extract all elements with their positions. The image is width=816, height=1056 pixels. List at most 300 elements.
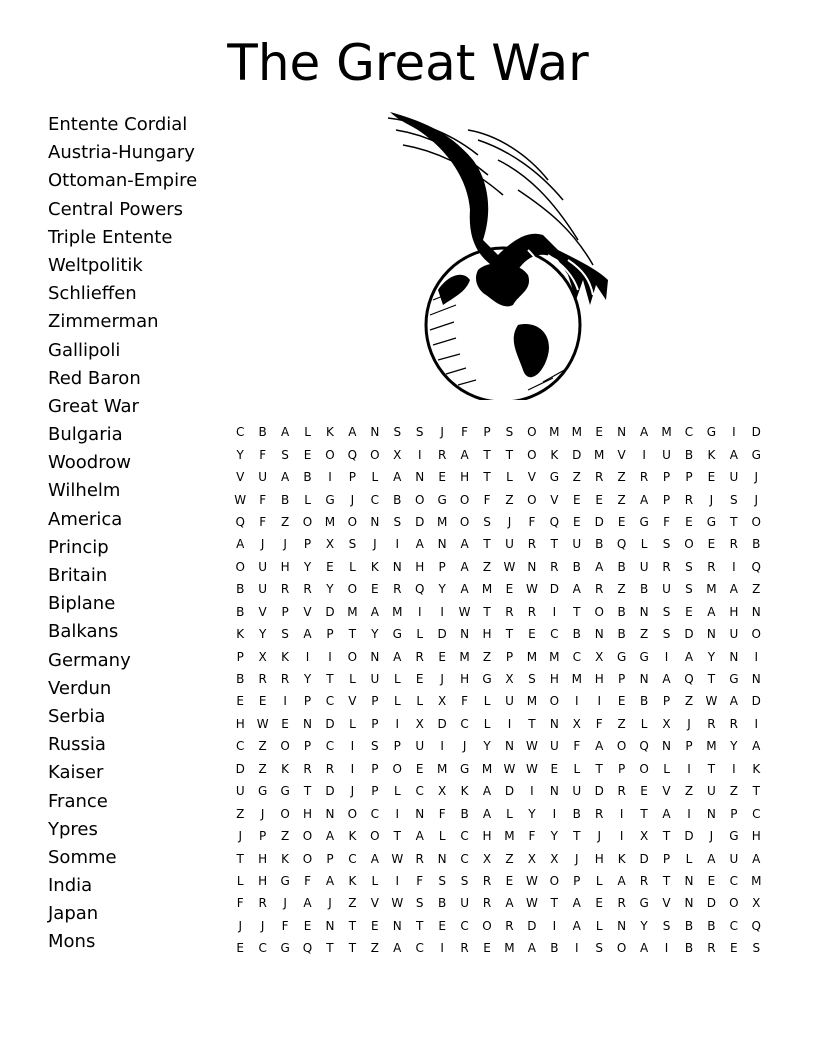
grid-letter: M [504, 941, 515, 956]
grid-letter: B [617, 604, 626, 619]
grid-letter: U [572, 784, 582, 799]
grid-letter: A [729, 694, 738, 709]
grid-letter: T [640, 806, 648, 821]
grid-letter: H [751, 829, 761, 844]
grid-letter: B [752, 537, 761, 552]
grid-letter: Z [482, 649, 492, 664]
grid-letter: K [281, 851, 290, 866]
grid-letter: K [370, 559, 379, 574]
grid-letter: W [705, 694, 718, 709]
grid-letter: T [528, 716, 536, 731]
grid-letter: L [304, 425, 311, 440]
grid-letter: R [527, 604, 537, 619]
grid-letter: C [236, 739, 245, 754]
grid-letter: V [236, 470, 245, 485]
word-list-item: Triple Entente [48, 226, 173, 248]
grid-letter: V [662, 784, 671, 799]
grid-letter: L [393, 694, 401, 709]
grid-letter: Z [236, 806, 245, 821]
grid-letter: P [483, 425, 491, 440]
grid-letter: X [438, 784, 447, 799]
grid-letter: T [348, 627, 357, 642]
grid-letter: C [370, 806, 380, 821]
grid-letter: I [732, 425, 736, 440]
grid-letter: E [371, 918, 379, 933]
grid-row [229, 556, 768, 578]
grid-letter: A [415, 537, 424, 552]
grid-letter: E [685, 604, 693, 619]
grid-letter: S [662, 627, 671, 642]
grid-letter: N [460, 627, 470, 642]
grid-letter: J [373, 537, 377, 552]
grid-letter: E [505, 582, 514, 597]
grid-letter: R [729, 716, 739, 731]
grid-letter: N [370, 425, 380, 440]
grid-letter: T [573, 829, 581, 844]
grid-letter: Q [639, 739, 649, 754]
grid-letter: G [706, 425, 717, 440]
grid-row [229, 780, 768, 802]
grid-letter: N [706, 627, 716, 642]
grid-letter: N [303, 716, 313, 731]
grid-letter: R [258, 672, 267, 687]
grid-letter: J [283, 896, 287, 911]
grid-letter: G [729, 829, 739, 844]
grid-letter: N [617, 918, 627, 933]
grid-letter: E [505, 873, 514, 888]
grid-letter: W [503, 761, 516, 776]
grid-letter: I [619, 829, 624, 844]
grid-letter: U [370, 672, 380, 687]
grid-letter: Q [751, 559, 761, 574]
grid-row [229, 802, 768, 824]
grid-letter: L [393, 784, 401, 799]
grid-letter: N [527, 559, 537, 574]
grid-letter: A [370, 851, 379, 866]
grid-letter: O [482, 918, 492, 933]
grid-letter: J [260, 537, 265, 552]
grid-letter: G [639, 649, 649, 664]
grid-letter: G [325, 492, 335, 507]
grid-row [229, 847, 768, 869]
grid-letter: E [595, 896, 604, 911]
grid-letter: O [616, 941, 627, 956]
word-list-item: Kaiser [48, 762, 104, 784]
grid-letter: C [348, 851, 357, 866]
grid-letter: Z [258, 761, 267, 776]
grid-letter: S [730, 492, 738, 507]
grid-letter: E [707, 873, 716, 888]
grid-letter: T [573, 604, 581, 619]
grid-letter: I [350, 739, 355, 754]
grid-letter: M [706, 739, 717, 754]
grid-letter: K [281, 649, 290, 664]
grid-letter: G [751, 447, 761, 462]
word-list-item: Ottoman-Empire [48, 170, 198, 192]
grid-letter: M [481, 582, 493, 597]
grid-letter: J [350, 784, 355, 799]
grid-letter: Y [438, 582, 446, 597]
grid-letter: X [550, 851, 559, 866]
word-list-item: Entente Cordial [48, 114, 188, 135]
grid-letter: P [685, 470, 693, 485]
grid-letter: I [732, 761, 736, 776]
grid-letter: B [684, 941, 694, 956]
grid-letter: T [483, 470, 491, 485]
grid-letter: N [370, 514, 380, 529]
grid-letter: U [729, 627, 739, 642]
word-list-item: India [48, 875, 93, 897]
grid-letter: I [417, 447, 422, 462]
word-search-grid [229, 421, 768, 960]
grid-letter: G [280, 873, 290, 888]
grid-letter: D [594, 784, 604, 799]
grid-letter: M [549, 649, 560, 664]
grid-letter: F [461, 425, 469, 440]
grid-letter: R [662, 559, 671, 574]
grid-letter: P [371, 784, 379, 799]
grid-letter: A [280, 470, 290, 485]
grid-letter: Z [639, 627, 649, 642]
grid-letter: J [260, 918, 265, 933]
grid-letter: Z [280, 829, 290, 844]
grid-letter: P [505, 649, 514, 664]
grid-letter: J [709, 829, 714, 844]
grid-letter: M [751, 873, 762, 888]
grid-letter: V [527, 470, 537, 485]
grid-letter: I [754, 649, 759, 664]
grid-letter: Z [258, 739, 267, 754]
grid-letter: E [572, 514, 581, 529]
grid-letter: M [549, 425, 560, 440]
grid-letter: A [729, 582, 738, 597]
grid-letter: B [639, 582, 649, 597]
grid-letter: C [572, 649, 581, 664]
grid-letter: D [415, 514, 425, 529]
grid-letter: B [684, 447, 694, 462]
grid-letter: C [415, 941, 424, 956]
grid-letter: E [281, 716, 289, 731]
grid-letter: N [549, 784, 559, 799]
grid-letter: P [348, 470, 357, 485]
grid-letter: H [235, 716, 245, 731]
grid-letter: V [258, 604, 267, 619]
grid-letter: F [281, 918, 289, 933]
grid-letter: P [662, 470, 671, 485]
grid-letter: A [707, 604, 716, 619]
grid-letter: S [528, 672, 536, 687]
grid-letter: N [617, 425, 627, 440]
grid-letter: I [395, 806, 400, 821]
grid-letter: A [460, 537, 469, 552]
grid-letter: D [684, 829, 694, 844]
grid-letter: L [483, 716, 491, 731]
grid-letter: T [550, 896, 559, 911]
grid-letter: F [259, 514, 267, 529]
grid-letter: F [259, 492, 267, 507]
grid-letter: S [281, 447, 289, 462]
grid-letter: D [325, 604, 335, 619]
word-list-item: Weltpolitik [48, 254, 143, 276]
grid-letter: B [684, 918, 694, 933]
grid-letter: A [617, 873, 626, 888]
grid-letter: G [280, 941, 290, 956]
grid-letter: L [438, 829, 446, 844]
grid-letter: T [326, 672, 334, 687]
grid-letter: B [707, 918, 716, 933]
grid-letter: A [572, 896, 581, 911]
grid-letter: R [707, 559, 716, 574]
grid-letter: H [415, 559, 425, 574]
grid-letter: T [662, 873, 671, 888]
grid-letter: N [594, 627, 604, 642]
grid-letter: T [348, 941, 357, 956]
grid-letter: T [550, 537, 559, 552]
grid-letter: E [640, 784, 648, 799]
grid-row [229, 533, 768, 555]
grid-letter: F [259, 447, 267, 462]
grid-letter: R [595, 470, 604, 485]
grid-letter: E [438, 470, 446, 485]
grid-letter: S [685, 559, 693, 574]
grid-letter: A [303, 627, 312, 642]
grid-letter: D [549, 582, 559, 597]
grid-letter: C [729, 918, 739, 933]
grid-letter: E [303, 447, 312, 462]
grid-letter: A [662, 672, 671, 687]
grid-letter: R [325, 761, 335, 776]
grid-letter: C [325, 694, 335, 709]
grid-letter: L [393, 672, 401, 687]
grid-letter: J [350, 492, 355, 507]
grid-letter: D [706, 896, 717, 911]
grid-letter: P [662, 694, 671, 709]
grid-letter: P [662, 492, 671, 507]
word-list-item: America [48, 508, 123, 530]
grid-letter: G [459, 761, 470, 776]
grid-letter: I [395, 537, 400, 552]
grid-letter: S [752, 941, 761, 956]
grid-letter: V [550, 492, 559, 507]
grid-letter: V [348, 694, 357, 709]
grid-letter: I [350, 761, 355, 776]
grid-letter: K [460, 784, 469, 799]
grid-letter: R [639, 873, 649, 888]
grid-letter: H [303, 806, 313, 821]
grid-letter: A [707, 851, 716, 866]
grid-letter: K [617, 851, 626, 866]
grid-letter: R [729, 537, 739, 552]
grid-letter: G [392, 627, 402, 642]
grid-letter: J [283, 537, 287, 552]
word-list-item: Verdun [48, 677, 112, 699]
grid-letter: C [684, 425, 694, 440]
grid-letter: X [438, 694, 447, 709]
grid-letter: A [415, 829, 424, 844]
grid-letter: Y [371, 627, 379, 642]
grid-letter: J [440, 425, 444, 440]
word-list-item: Britain [48, 565, 108, 586]
grid-letter: R [617, 896, 626, 911]
grid-letter: R [595, 806, 604, 821]
grid-letter: F [236, 896, 244, 911]
grid-letter: E [707, 470, 716, 485]
grid-letter: Y [707, 649, 716, 664]
grid-letter: S [415, 896, 424, 911]
grid-letter: L [595, 873, 603, 888]
grid-letter: L [349, 716, 356, 731]
grid-letter: H [258, 873, 268, 888]
grid-letter: B [303, 470, 312, 485]
grid-letter: J [440, 672, 444, 687]
grid-letter: Y [303, 559, 312, 574]
grid-letter: A [393, 649, 402, 664]
grid-letter: I [664, 941, 669, 956]
grid-letter: P [236, 649, 244, 664]
grid-letter: C [370, 492, 380, 507]
grid-letter: E [326, 559, 334, 574]
grid-row [229, 645, 768, 667]
grid-letter: J [687, 716, 691, 731]
grid-letter: I [597, 694, 601, 709]
grid-letter: N [504, 739, 514, 754]
grid-letter: J [597, 829, 601, 844]
grid-letter: U [460, 896, 469, 911]
grid-letter: B [639, 694, 649, 709]
grid-letter: I [575, 694, 579, 709]
grid-letter: T [595, 761, 603, 776]
grid-letter: Q [414, 582, 425, 597]
grid-letter: X [505, 672, 514, 687]
grid-letter: S [483, 514, 491, 529]
grid-letter: A [729, 447, 738, 462]
grid-letter: K [550, 447, 559, 462]
grid-letter: N [684, 873, 694, 888]
grid-letter: Q [549, 514, 560, 529]
grid-letter: T [348, 918, 357, 933]
grid-letter: Y [258, 627, 267, 642]
grid-letter: T [236, 851, 244, 866]
grid-letter: I [305, 649, 310, 664]
grid-letter: A [752, 739, 761, 754]
grid-letter: E [617, 694, 626, 709]
grid-letter: N [549, 716, 559, 731]
grid-letter: A [460, 447, 469, 462]
grid-letter: I [687, 761, 691, 776]
grid-letter: R [482, 896, 492, 911]
grid-letter: W [503, 559, 516, 574]
grid-letter: W [391, 851, 404, 866]
grid-letter: R [595, 582, 604, 597]
grid-letter: N [325, 806, 335, 821]
grid-letter: B [438, 896, 447, 911]
grid-letter: A [595, 559, 604, 574]
grid-letter: L [416, 627, 424, 642]
grid-letter: X [527, 851, 537, 866]
grid-letter: L [304, 492, 311, 507]
grid-letter: O [370, 829, 380, 844]
grid-letter: C [460, 716, 469, 731]
grid-letter: C [460, 851, 469, 866]
grid-letter: O [347, 806, 358, 821]
grid-letter: J [328, 896, 332, 911]
grid-letter: U [729, 470, 739, 485]
grid-letter: L [371, 873, 379, 888]
grid-letter: N [392, 918, 402, 933]
grid-letter: A [572, 582, 581, 597]
grid-letter: U [505, 694, 514, 709]
grid-letter: L [349, 672, 356, 687]
grid-letter: N [370, 649, 380, 664]
grid-letter: Z [617, 470, 626, 485]
grid-letter: B [572, 806, 581, 821]
grid-letter: P [393, 739, 401, 754]
grid-letter: U [258, 582, 268, 597]
grid-letter: T [416, 918, 424, 933]
grid-letter: U [639, 559, 649, 574]
grid-letter: A [482, 784, 492, 799]
grid-row [229, 690, 768, 712]
grid-letter: G [639, 896, 649, 911]
grid-letter: T [483, 537, 491, 552]
grid-letter: I [417, 604, 422, 619]
grid-letter: T [505, 627, 514, 642]
grid-letter: D [325, 716, 335, 731]
grid-letter: J [754, 492, 759, 507]
grid-letter: H [258, 851, 268, 866]
grid-letter: G [482, 672, 492, 687]
grid-letter: B [236, 604, 245, 619]
grid-letter: N [325, 918, 335, 933]
grid-letter: L [236, 873, 244, 888]
grid-letter: B [280, 492, 290, 507]
grid-letter: H [482, 829, 492, 844]
grid-letter: W [391, 896, 404, 911]
word-list-item: Germany [48, 649, 131, 671]
grid-letter: J [462, 739, 467, 754]
grid-letter: I [642, 447, 646, 462]
grid-letter: V [617, 447, 626, 462]
grid-letter: E [258, 694, 267, 709]
word-list-item: Bulgaria [48, 424, 123, 446]
grid-letter: O [280, 739, 290, 754]
grid-letter: D [751, 425, 761, 440]
grid-letter: H [460, 672, 470, 687]
grid-letter: Q [684, 672, 694, 687]
grid-letter: F [528, 829, 536, 844]
grid-letter: L [640, 537, 648, 552]
grid-letter: F [528, 514, 536, 529]
grid-letter: L [483, 694, 491, 709]
grid-letter: Z [348, 896, 357, 911]
grid-letter: O [302, 851, 313, 866]
grid-letter: K [348, 873, 357, 888]
grid-letter: G [639, 514, 649, 529]
grid-letter: P [618, 672, 626, 687]
grid-letter: B [572, 559, 581, 574]
word-list-item: Serbia [48, 705, 106, 727]
grid-letter: O [527, 492, 537, 507]
word-list-item: Ypres [48, 818, 98, 840]
grid-letter: B [572, 627, 581, 642]
word-list-item: Japan [48, 903, 99, 925]
grid-letter: P [573, 873, 581, 888]
grid-letter: A [482, 806, 492, 821]
grid-letter: L [506, 806, 513, 821]
grid-letter: P [730, 806, 738, 821]
grid-letter: C [325, 739, 335, 754]
grid-letter: O [527, 447, 537, 462]
